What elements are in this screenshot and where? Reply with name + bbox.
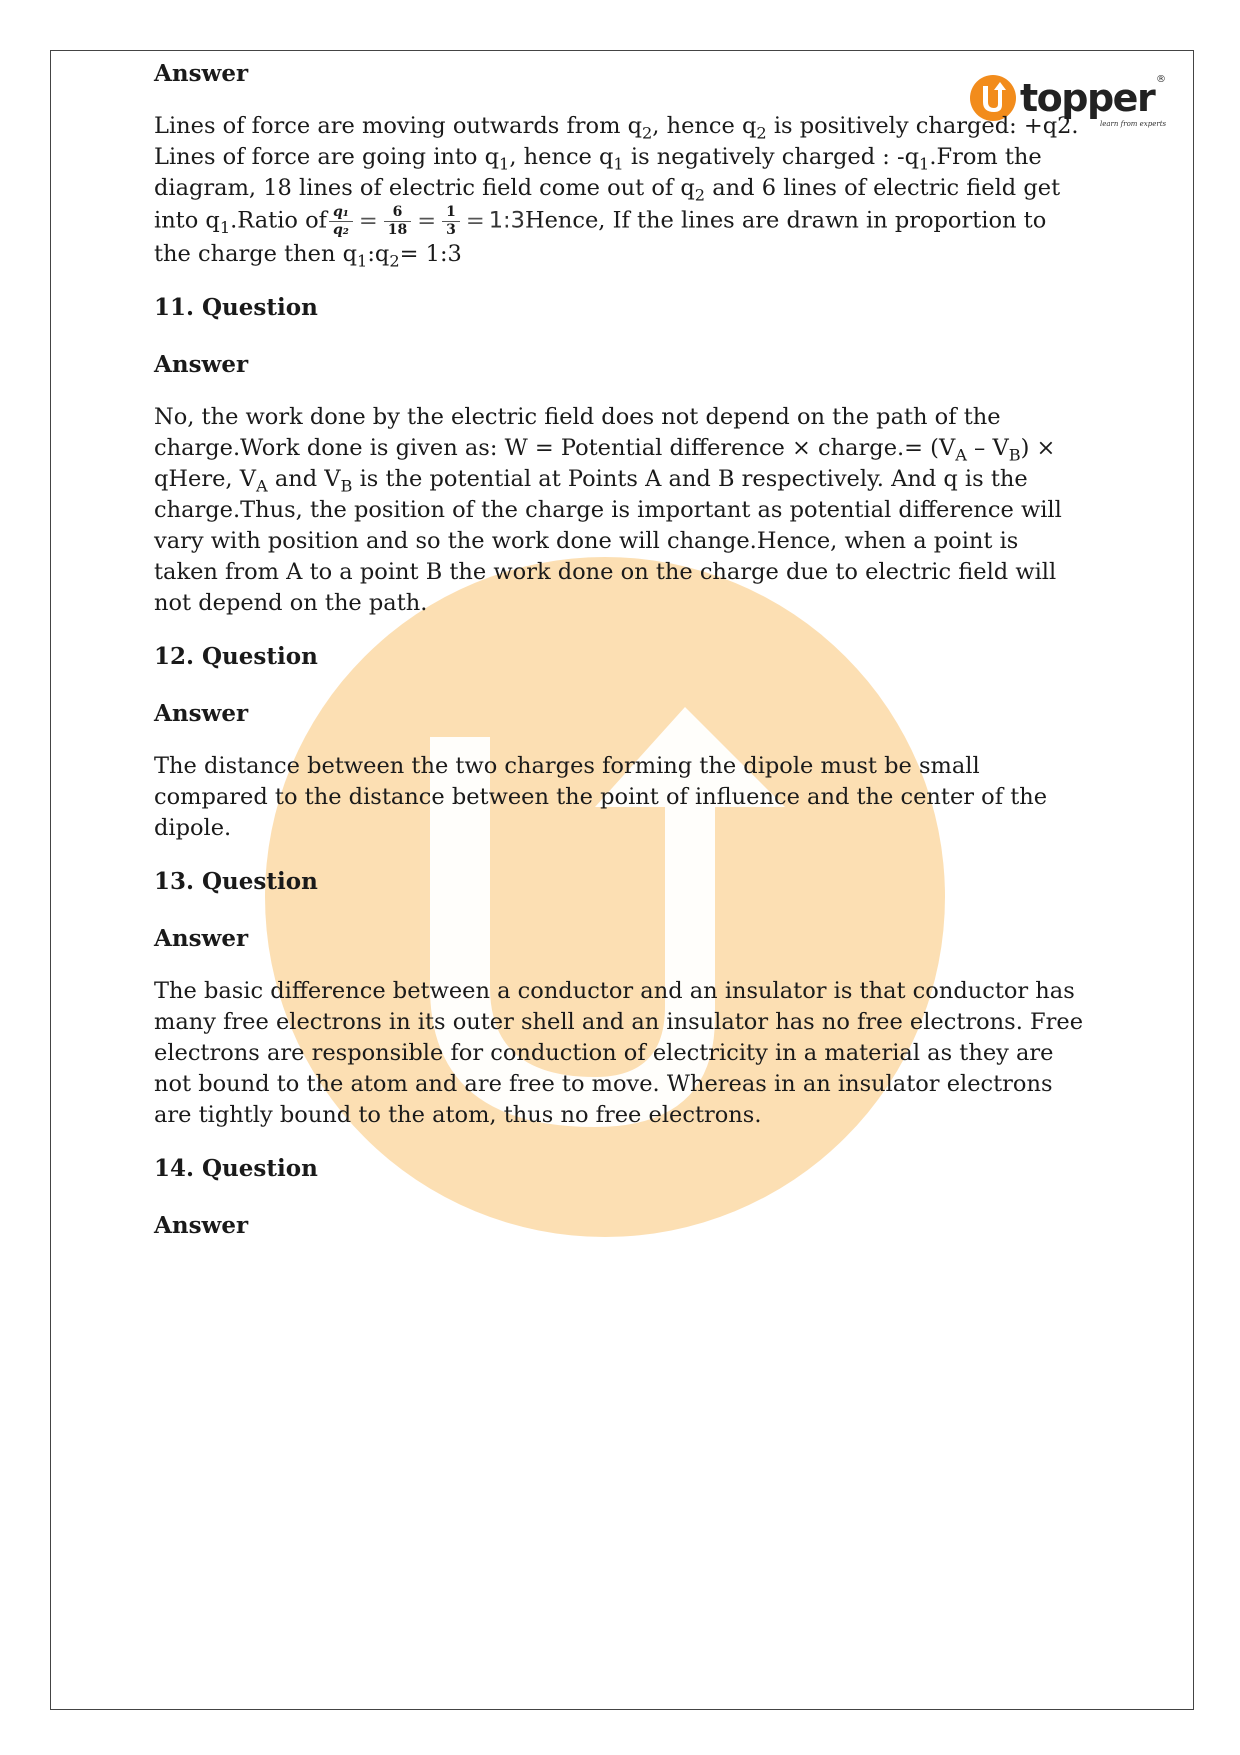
question-12-answer-text: The distance between the two charges forming the dipole must be small compared to the distance between the point of influence and the center of the dipole.: [154, 753, 1048, 841]
answer-paragraph: Lines of force are moving outwards from $q_2$, hence $q_2$ is positively charged: +q2. Lines of force are going into $q_1$, hence $q_1$ is negatively charged : $-q_1.From$ the diagram, 18 lines of electric field come out of $q_2$ and 6 lines of electric field get into $q_1.Ratio$ of $\frac{\text{q₁}}{\text{q₂}}$ = $\frac{6}{18}$ = $\frac{1}{3}$ = 1:3Hence, If the lines are drawn in proportion to the charge then $q_1:q_2=$ 1:3: [154, 113, 1079, 271]
question-13-answer-heading: Answer: [154, 925, 249, 952]
fraction-1-3: $\frac{1}{3}$: [442, 204, 460, 239]
fraction-q1-q2: $\frac{\text{q₁}}{\text{q₂}}$: [329, 204, 353, 239]
question-12-answer-heading: Answer: [154, 700, 249, 727]
question-14-answer-heading: Answer: [154, 1212, 249, 1239]
fraction-6-18: $\frac{6}{18}$: [384, 204, 411, 239]
question-11-answer-heading: Answer: [154, 351, 249, 378]
answer-heading: Answer: [154, 60, 249, 87]
logo-wordmark: topper: [1020, 76, 1155, 120]
logo-tagline: learn from experts: [1100, 120, 1167, 128]
question-12-heading: 12. Question: [154, 643, 318, 670]
question-11-heading: 11. Question: [154, 294, 318, 321]
document-content: [154, 58, 1084, 1241]
question-13-answer-text: The basic difference between a conductor and an insulator is that conductor has many free electrons in its outer shell and an insulator has no free electrons. Free electrons are responsible for conduction of electricity in a material as they are not bound to the atom and are free to move. Whereas in an insulator electrons are tightly bound to the atom, thus no free electrons.: [154, 978, 1084, 1128]
logo-registered-mark: ®: [1156, 74, 1166, 85]
question-13-heading: 13. Question: [154, 868, 318, 895]
question-11-answer-text: No, the work done by the electric field does not depend on the path of the charge.Work done is given as: W = Potential difference × charge.= $(V_A - V_B)$ × qHere, $V_A$ and $V_B$ is the potential at Points A and B respectively. And q is the charge.Thus, the position of the charge is important as potential difference will vary with position and so the work done will change.Hence, when a point is taken from A to a point B the work done on the charge due to electric field will not depend on the path.: [154, 404, 1062, 616]
question-14-heading: 14. Question: [154, 1155, 318, 1182]
